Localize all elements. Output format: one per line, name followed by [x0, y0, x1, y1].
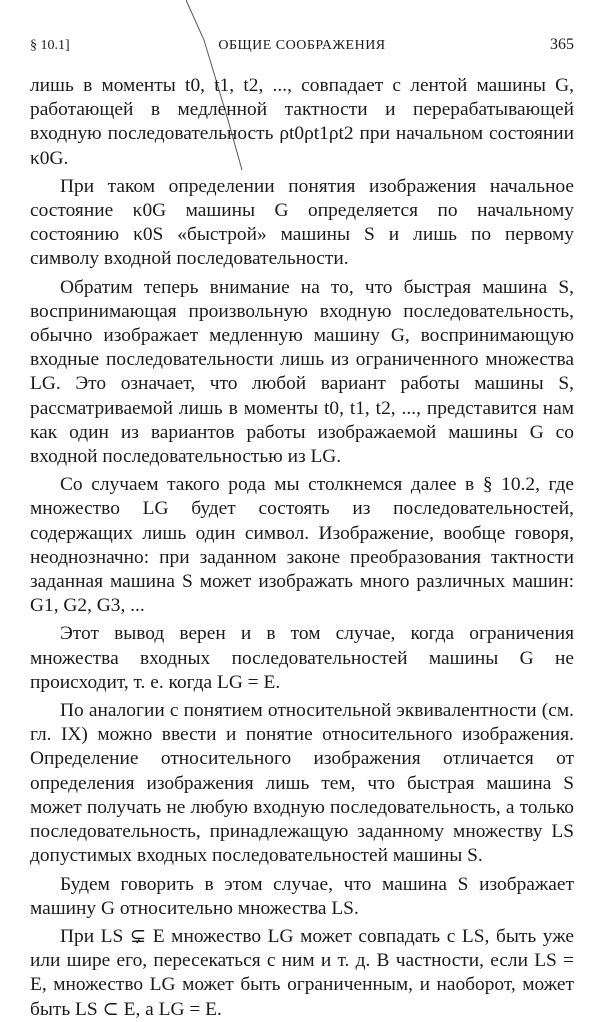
running-title: ОБЩИЕ СООБРАЖЕНИЯ — [218, 38, 386, 53]
page-body — [30, 74, 574, 1022]
paragraph-4: Со случаем такого рода мы столкнемся далее в § 10.2, где множество LG будет состоять из последовательностей, содержащих лишь один символ. Изображение, вообще говоря, неоднозначно: при заданном законе преобразования тактности заданная машина S может изображать много различных машин: G1, G2, G3, ... — [30, 474, 574, 617]
paragraph-1: лишь в моменты t0, t1, t2, ..., совпадает с лентой машины G, работающей в медленной тактности и перерабатывающей входную последовательность ρt0ρt1ρt2 при начальном состоянии κ0G. — [30, 75, 574, 169]
section-reference: § 10.1] — [30, 38, 70, 53]
running-header — [30, 38, 574, 60]
paragraph-3: Обратим теперь внимание на то, что быстрая машина S, воспринимающая произвольную входную последовательность, обычно изображает медленную машину G, воспринимающую входные последовательности лишь из ограниченного множества LG. Это означает, что любой вариант работы машины S, рассматриваемой лишь в моменты t0, t1, t2, ..., представится нам как один из вариантов работы изображаемой машины G со входной последовательностью из LG. — [30, 276, 574, 468]
paragraph-7: Будем говорить в этом случае, что машина S изображает машину G относительно множества LS. — [30, 873, 574, 919]
paragraph-8: При LS ⊊ E множество LG может совпадать с LS, быть уже или шире его, пересекаться с ним и т. д. В частности, если LS = E, множество LG может быть ограниченным, и наоборот, может быть LS ⊂ E, а LG = E. — [30, 925, 574, 1020]
page-number: 365 — [550, 36, 574, 53]
paragraph-5: Этот вывод верен и в том случае, когда ограничения множества входных последовательностей машины G не происходит, т. е. когда LG = E. — [30, 623, 574, 693]
paragraph-2: При таком определении понятия изображения начальное состояние κ0G машины G определяется по начальному состоянию κ0S «быстрой» машины S и лишь по первому символу входной последовательности. — [30, 175, 574, 270]
paragraph-6: По аналогии с понятием относительной эквивалентности (см. гл. IX) можно ввести и понятие относительного изображения. Определение относительного изображения отличается от определения изображения лишь тем, что быстрая машина S может получать не любую входную последовательность, а только последовательность, принадлежащую заданному множеству LS допустимых входных последовательностей машины S. — [30, 700, 574, 867]
